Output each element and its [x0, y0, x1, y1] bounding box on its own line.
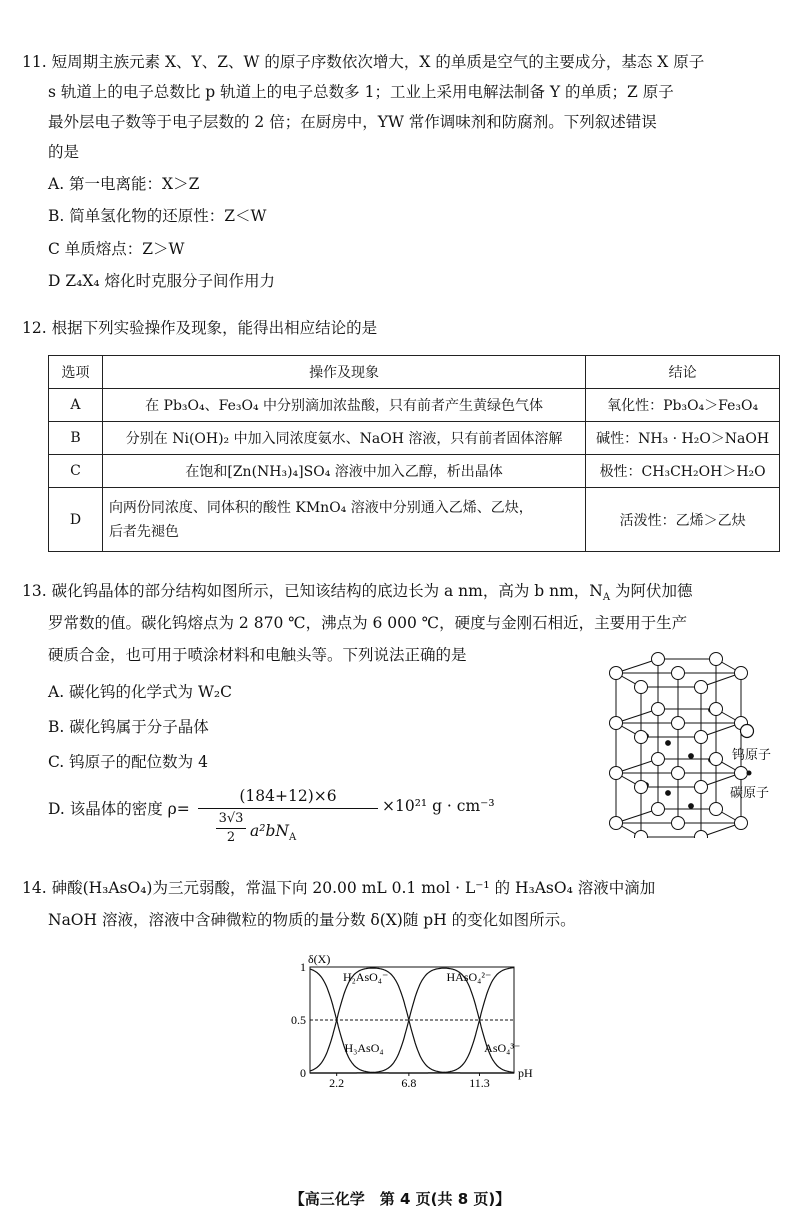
series-line	[310, 968, 514, 1073]
legend-tungsten-label: 钨原子	[732, 748, 772, 763]
q13-line-3: 硬质合金，也可用于喷涂材料和电触头等。下列说法正确的是	[48, 646, 467, 664]
carbon-atom	[666, 791, 671, 796]
legend-tungsten-icon	[738, 722, 756, 740]
row-c-option: C	[49, 455, 103, 488]
experiment-table	[48, 355, 780, 552]
crystal-structure-diagram	[596, 648, 796, 838]
q13-option-a: A. 碳化钨的化学式为 W₂C	[48, 683, 232, 701]
carbon-atom	[689, 804, 694, 809]
tungsten-atom	[635, 781, 648, 794]
fraction-numerator: (184+12)×6	[239, 787, 337, 805]
x-tick-label: 6.8	[401, 1076, 417, 1090]
tungsten-atom	[635, 731, 648, 744]
legend-carbon-label: 碳原子	[730, 786, 770, 801]
distribution-chart	[282, 945, 542, 1095]
q13-line-1-text: 13. 碳化钨晶体的部分结构如图所示，已知该结构的底边长为 a nm，高为 b nm，N	[22, 582, 603, 600]
tungsten-atom	[672, 667, 685, 680]
tungsten-atom	[735, 667, 748, 680]
tungsten-atom	[695, 831, 708, 839]
q13-line-1-tail: 为阿伏加德	[610, 582, 693, 600]
q11-option-b: B. 简单氢化物的还原性：Z＜W	[48, 207, 267, 225]
q11-option-c: C 单质熔点：Z＞W	[48, 240, 185, 258]
tungsten-atom	[710, 653, 723, 666]
tungsten-atom	[652, 803, 665, 816]
table-row	[49, 488, 780, 552]
q11-line-2: s 轨道上的电子总数比 p 轨道上的电子总数多 1；工业上采用电解法制备 Y 的单质；Z 原子	[48, 83, 674, 101]
row-b-conclusion: 碱性：NH₃ · H₂O＞NaOH	[586, 422, 780, 455]
q11-option-a: A. 第一电离能：X＞Z	[48, 175, 200, 193]
q13-option-d-prefix: D. 该晶体的密度 ρ=	[48, 800, 190, 818]
row-c-conclusion: 极性：CH₃CH₂OH＞H₂O	[586, 455, 780, 488]
tungsten-atom	[635, 831, 648, 839]
series-label: H₃AsO₄	[344, 1040, 384, 1055]
row-d-operation-line-1: 向两份同浓度、同体积的酸性 KMnO₄ 溶液中分别通入乙烯、乙炔，	[108, 499, 533, 516]
tungsten-atom	[695, 781, 708, 794]
y-tick-label: 0	[300, 1066, 306, 1080]
q13-option-d-tail: ×10²¹ g · cm⁻³	[382, 797, 495, 815]
q12-stem: 12. 根据下列实验操作及现象，能得出相应结论的是	[22, 319, 378, 337]
denominator-sub: A	[288, 832, 297, 844]
tungsten-atom	[652, 653, 665, 666]
table-row	[49, 455, 780, 488]
tungsten-atom	[672, 817, 685, 830]
table-header-row	[49, 356, 780, 389]
denominator-coef-bottom: 2	[226, 830, 236, 845]
carbon-atom	[689, 754, 694, 759]
row-c-operation: 在饱和[Zn(NH₃)₄]SO₄ 溶液中加入乙醇，析出晶体	[102, 455, 585, 488]
tungsten-atom	[695, 731, 708, 744]
fraction-denominator	[198, 810, 378, 856]
header-option: 选项	[49, 356, 103, 389]
density-fraction	[198, 785, 378, 856]
x-axis-label: pH	[518, 1066, 533, 1080]
carbon-atom	[666, 741, 671, 746]
tungsten-atom	[710, 803, 723, 816]
series-line	[310, 969, 514, 1073]
row-b-option: B	[49, 422, 103, 455]
page-footer: 【高三化学 第 4 页(共 8 页)】	[289, 1190, 511, 1208]
chart-plot	[291, 952, 533, 1090]
q13-option-c: C. 钨原子的配位数为 4	[48, 753, 208, 771]
table-row	[49, 389, 780, 422]
row-d-operation-line-2: 后者先褪色	[108, 523, 179, 540]
q13-option-d	[48, 785, 495, 865]
x-tick-label: 2.2	[329, 1076, 345, 1090]
table-row	[49, 422, 780, 455]
tungsten-atom	[695, 681, 708, 694]
q11-line-1: 11. 短周期主族元素 X、Y、Z、W 的原子序数依次增大，X 的单质是空气的主要成分，基态 X 原子	[22, 53, 705, 71]
q14-line-2: NaOH 溶液，溶液中含砷微粒的物质的量分数 δ(X)随 pH 的变化如图所示。	[48, 911, 576, 929]
denominator-main	[250, 822, 296, 843]
tungsten-atom	[652, 703, 665, 716]
row-a-option: A	[49, 389, 103, 422]
header-conclusion: 结论	[586, 356, 780, 389]
y-axis-label: δ(X)	[308, 952, 331, 966]
tungsten-atom	[610, 717, 623, 730]
tungsten-atom	[672, 717, 685, 730]
q13-line-1	[22, 578, 693, 611]
y-tick-label: 0.5	[291, 1013, 306, 1027]
y-tick-label: 1	[300, 960, 306, 974]
header-operation: 操作及现象	[102, 356, 585, 389]
row-b-operation: 分别在 Ni(OH)₂ 中加入同浓度氨水、NaOH 溶液，只有前者固体溶解	[102, 422, 585, 455]
series-label: AsO₄³⁻	[484, 1040, 521, 1055]
row-d-option: D	[49, 488, 103, 552]
series-line	[310, 968, 514, 1073]
tungsten-atom	[735, 817, 748, 830]
series-label: HAsO₄²⁻	[446, 969, 492, 984]
tungsten-atom	[672, 767, 685, 780]
tungsten-atom	[635, 681, 648, 694]
q11-option-d: D Z₄X₄ 熔化时克服分子间作用力	[48, 272, 276, 290]
q13-option-b: B. 碳化钨属于分子晶体	[48, 718, 209, 736]
tungsten-atom	[610, 817, 623, 830]
tungsten-atom	[710, 753, 723, 766]
crystal-lattice	[610, 653, 748, 839]
q11-line-4: 的是	[48, 143, 80, 161]
denominator-coef	[216, 810, 246, 847]
q13-line-2: 罗常数的值。碳化钨熔点为 2 870 ℃，沸点为 6 000 ℃，硬度与金刚石相近，主要用于生产	[48, 614, 688, 632]
tungsten-atom	[652, 753, 665, 766]
q13-na-subscript: A	[602, 592, 611, 604]
row-a-conclusion: 氧化性：Pb₃O₄＞Fe₃O₄	[586, 389, 780, 422]
row-d-conclusion: 活泼性：乙烯＞乙炔	[586, 488, 780, 552]
denominator-coef-top: 3√3	[216, 810, 246, 829]
tungsten-atom	[610, 667, 623, 680]
row-a-operation: 在 Pb₃O₄、Fe₃O₄ 中分别滴加浓盐酸，只有前者产生黄绿色气体	[102, 389, 585, 422]
tungsten-atom	[710, 703, 723, 716]
x-tick-label: 11.3	[469, 1076, 490, 1090]
fraction-bar	[198, 808, 378, 809]
q11-line-3: 最外层电子数等于电子层数的 2 倍；在厨房中，YW 常作调味剂和防腐剂。下列叙述错误	[48, 113, 657, 131]
denominator-vars: a²bN	[250, 822, 289, 840]
row-d-operation	[102, 488, 585, 552]
q14-line-1: 14. 砷酸(H₃AsO₄)为三元弱酸，常温下向 20.00 mL 0.1 mol · L⁻¹ 的 H₃AsO₄ 溶液中滴加	[22, 879, 656, 897]
legend-carbon-icon	[744, 768, 754, 778]
tungsten-atom	[610, 767, 623, 780]
series-label: H₂AsO₄⁻	[342, 969, 389, 984]
